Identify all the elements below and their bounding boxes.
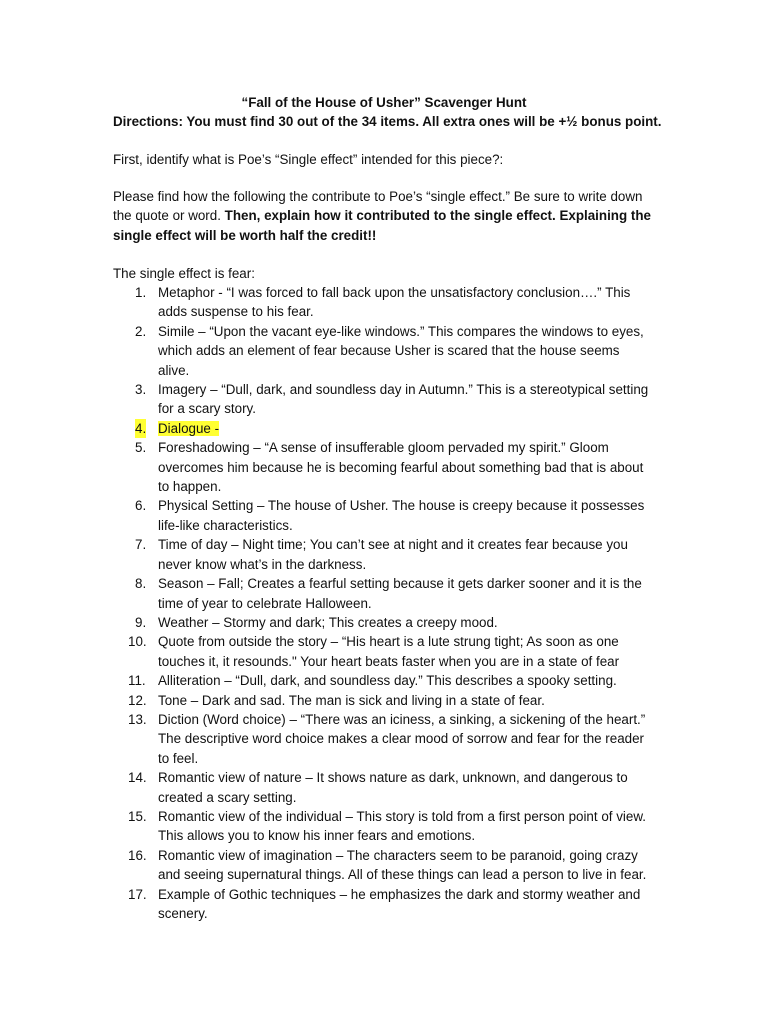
instructions-paragraph (113, 187, 653, 245)
instructions-normal-text: Please find how the following the contribute to Poe’s “single effect.” Be sure to write down the quote or word. (113, 189, 643, 224)
list-item-number: 1. (135, 285, 147, 300)
list-item-number: 7. (135, 537, 147, 553)
list-item-number: 15. (128, 808, 147, 824)
list-item-text: Romantic view of imagination – The characters seem to be paranoid, going crazy and seeing supernatural things. All of these things can lead a person to live in fear. (158, 847, 647, 883)
list-item-number: 13. (128, 711, 147, 727)
list-item-text: Physical Setting – The house of Usher. The house is creepy because it possesses life-like characteristics. (158, 498, 645, 533)
list-item-text: Romantic view of nature – It shows nature as dark, unknown, and dangerous to created a scary setting. (158, 770, 628, 805)
list-item-text: Imagery – “Dull, dark, and soundless day in Autumn.” This is a stereotypical setting for a scary story. (158, 382, 649, 417)
list-item-number: 5. (135, 440, 147, 456)
list-item-text: Weather – Stormy and dark; This creates a creepy mood. (158, 614, 498, 630)
list-item-text: Season – Fall; Creates a fearful setting because it gets darker sooner and it is the time of year to celebrate Halloween. (158, 576, 642, 611)
list-item-number: 4. (135, 419, 146, 438)
list-item (113, 885, 653, 924)
document-title: “Fall of the House of Usher” Scavenger Hunt (241, 95, 527, 110)
list-item-number: 2. (135, 323, 147, 339)
list-item (113, 535, 653, 574)
list-item-number: 3. (135, 382, 147, 398)
list-item-number: 6. (135, 498, 147, 514)
list-item-text-highlighted: Dialogue - (158, 420, 220, 436)
list-item-number: 12. (128, 692, 147, 708)
list-item (113, 632, 653, 671)
single-effect-intro: The single effect is fear: (113, 266, 255, 281)
list-item-number: 17. (128, 886, 147, 902)
list-item-text: Foreshadowing – “A sense of insufferable gloom pervaded my spirit.” Gloom overcomes him because he is becoming fearful about something bad that is about to happen. (158, 440, 644, 495)
list-item (113, 768, 653, 807)
list-item-text: Example of Gothic techniques – he emphasizes the dark and stormy weather and scenery. (158, 886, 641, 921)
list-item (113, 710, 653, 768)
list-item-highlighted (113, 419, 653, 438)
list-item (113, 496, 653, 535)
list-item (113, 846, 653, 885)
list-item-text: Romantic view of the individual – This story is told from a first person point of view. This allows you to know his inner fears and emotions. (158, 808, 646, 844)
list-item-text: Tone – Dark and sad. The man is sick and living in a state of fear. (158, 692, 545, 708)
list-item-text: Time of day – Night time; You can’t see at night and it creates fear because you never know what’s in the darkness. (158, 537, 628, 572)
list-item-text: Simile – “Upon the vacant eye-like windows.” This compares the windows to eyes, which adds an element of fear because Usher is scared that the house seems alive. (158, 323, 644, 378)
list-item-text: Metaphor - “I was forced to fall back upon the unsatisfactory conclusion….” This adds suspense to his fear. (158, 285, 631, 320)
scavenger-list (113, 283, 653, 923)
instructions-bold-text: Then, explain how it contributed to the single effect. Explaining the single effect will be worth half the credit!! (113, 208, 651, 243)
list-item (113, 574, 653, 613)
list-item (113, 671, 653, 690)
list-item (113, 283, 653, 322)
list-item-number: 8. (135, 576, 147, 592)
list-item-number: 11. (128, 673, 146, 689)
list-item-text: Quote from outside the story – “His heart is a lute strung tight; As soon as one touches it, it resounds." Your heart beats faster when you are in a state of fear (158, 634, 620, 669)
list-item-text: Diction (Word choice) – “There was an iciness, a sinking, a sickening of the heart.” The descriptive word choice makes a clear mood of sorrow and fear for the reader to feel. (158, 711, 646, 766)
directions-text: Directions: You must find 30 out of the 34 items. All extra ones will be +½ bonus point. (113, 114, 662, 129)
list-item-number: 16. (128, 847, 147, 863)
list-item (113, 807, 653, 846)
list-item (113, 380, 653, 419)
list-item (113, 322, 653, 380)
list-item-number: 14. (128, 770, 147, 786)
list-item-number: 9. (135, 614, 147, 630)
list-item-number: 10. (128, 634, 147, 650)
identify-prompt: First, identify what is Poe’s “Single effect” intended for this piece?: (113, 152, 504, 167)
list-item (113, 691, 653, 710)
list-item (113, 613, 653, 632)
list-item-text: Alliteration – “Dull, dark, and soundless day.” This describes a spooky setting. (158, 673, 617, 689)
list-item (113, 438, 653, 496)
